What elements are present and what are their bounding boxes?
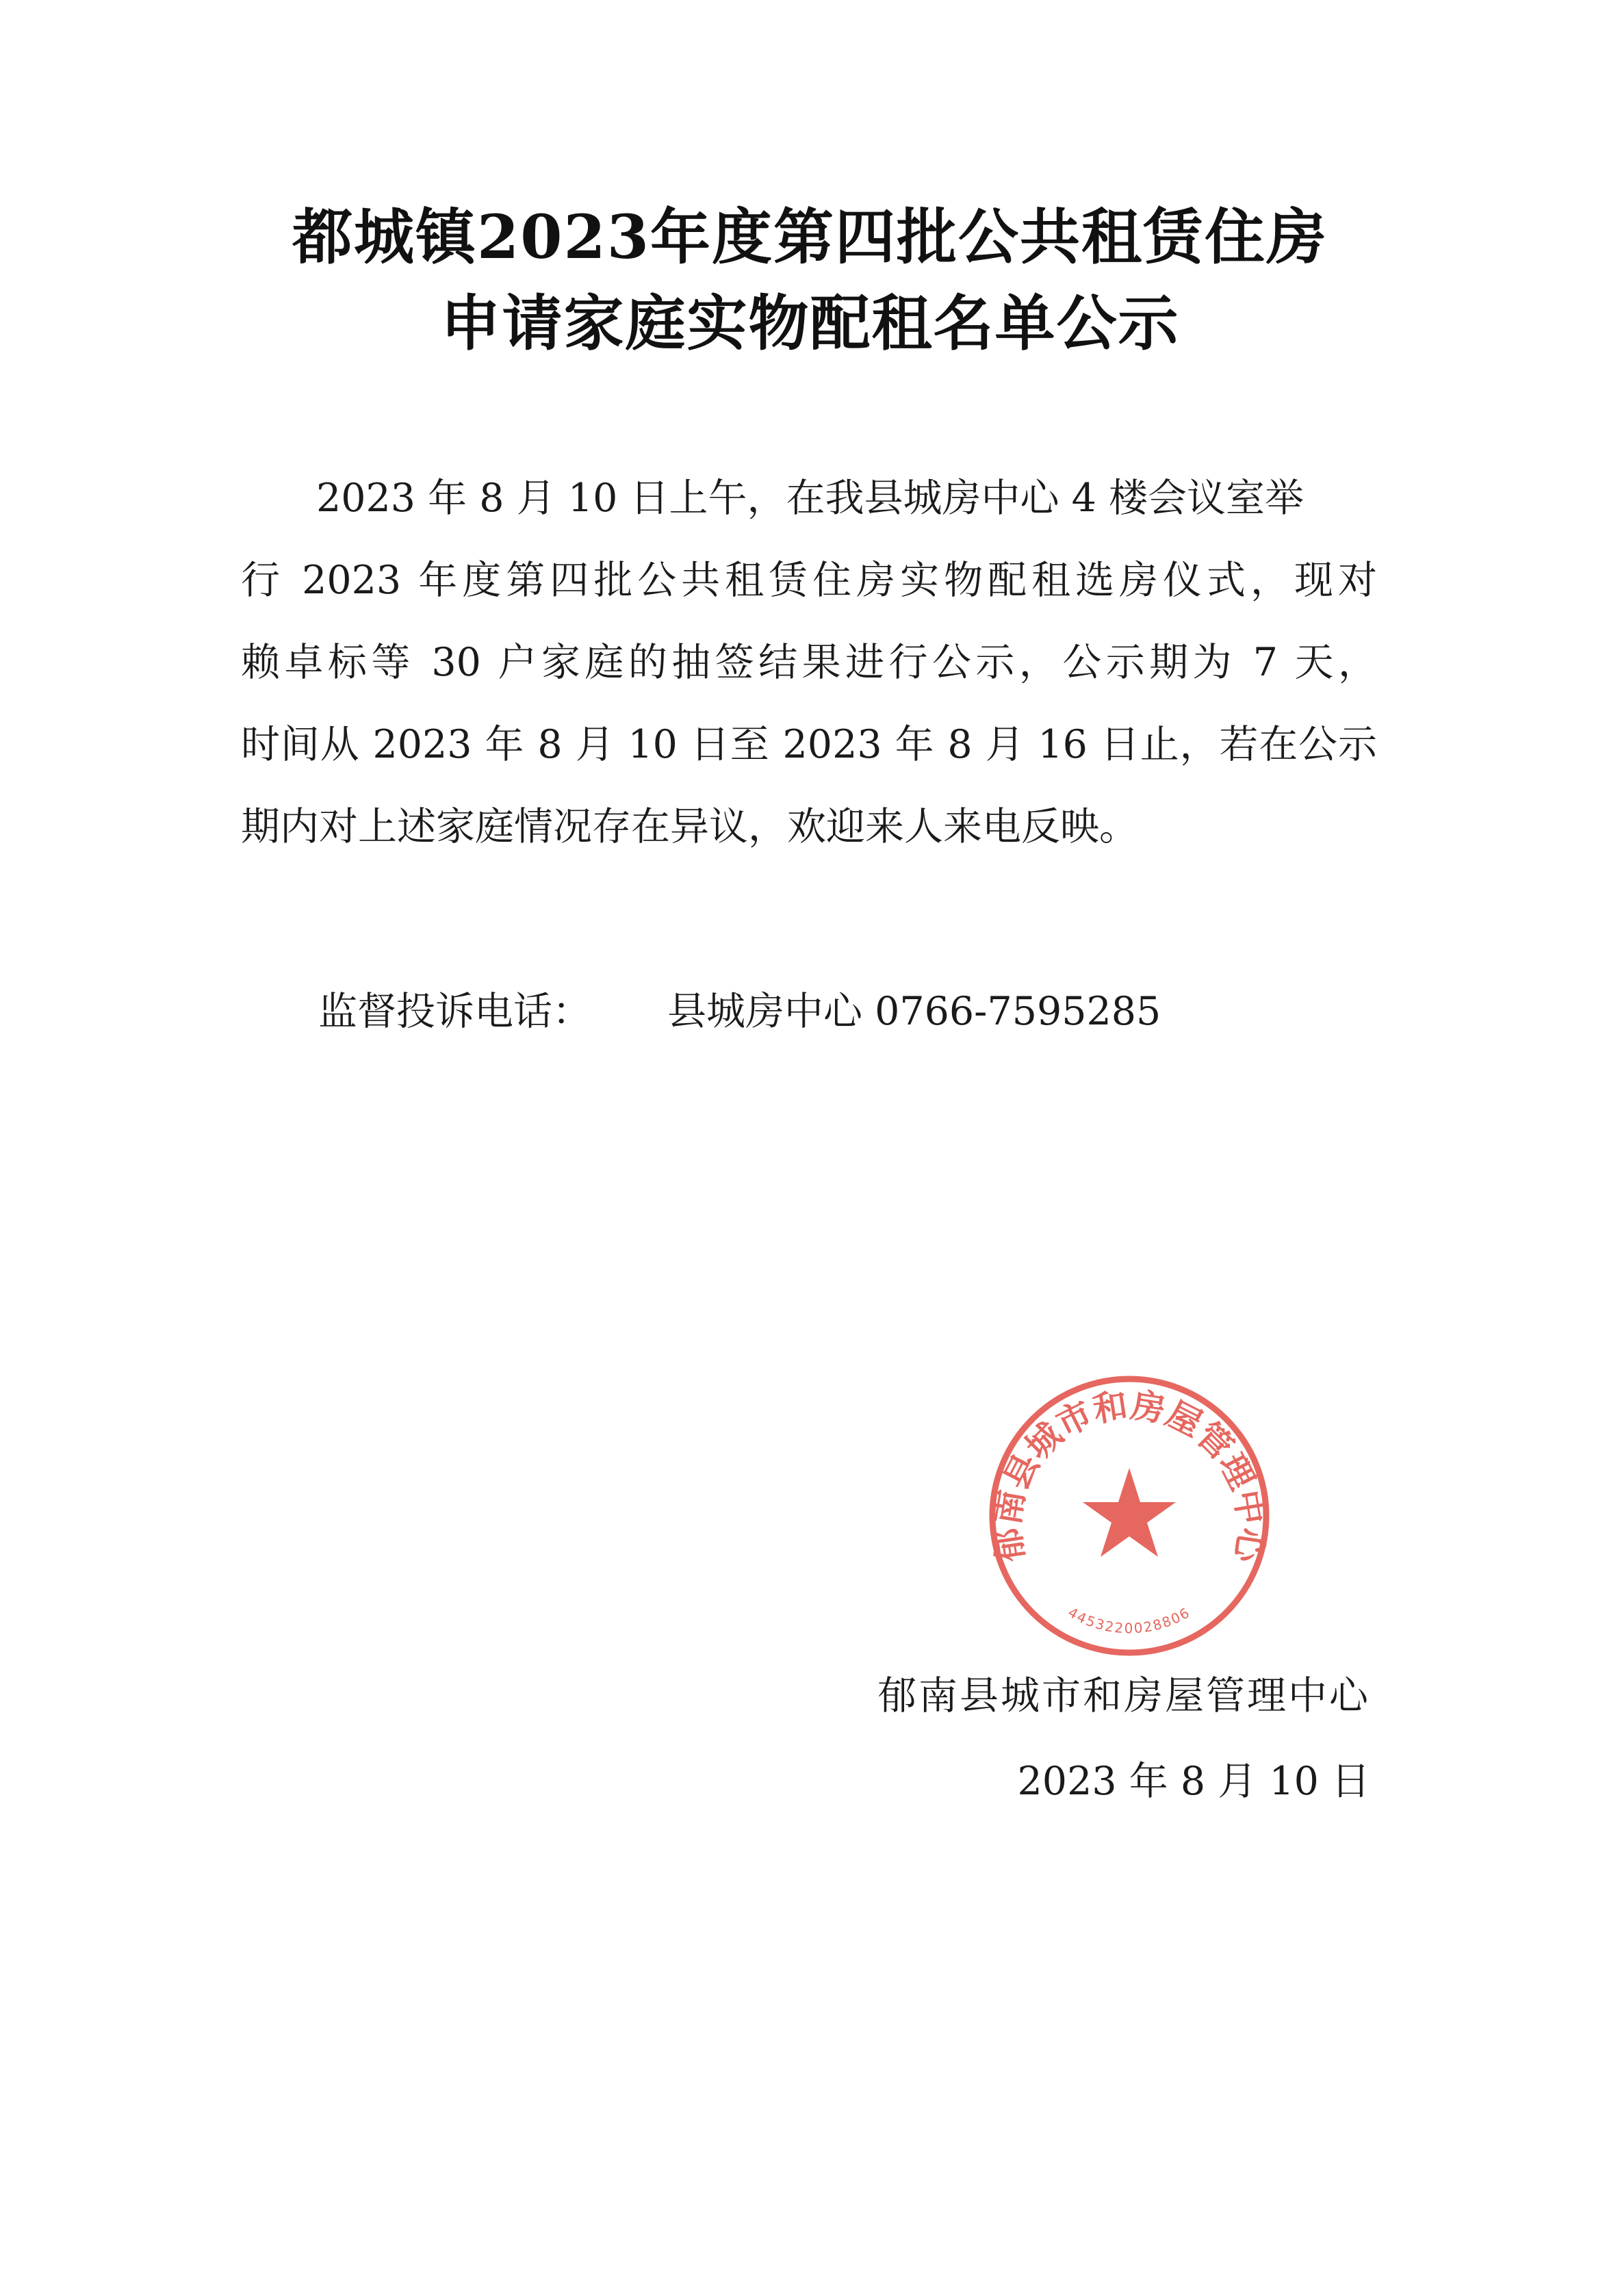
official-seal-stamp bbox=[986, 1372, 1273, 1660]
issue-date: 2023 年 8 月 10 日 bbox=[1017, 1759, 1370, 1804]
issuing-organization: 郁南县城市和房屋管理中心 bbox=[877, 1673, 1370, 1718]
paragraph-line-3: 赖卓标等 30 户家庭的抽签结果进行公示，公示期为 7 天， bbox=[241, 640, 1377, 685]
paragraph-line-1: 2023 年 8 月 10 日上午，在我县城房中心 4 楼会议室举 bbox=[316, 476, 1304, 521]
hotline-label: 监督投诉电话： bbox=[318, 989, 591, 1034]
document-title-line-1: 都城镇2023年度第四批公共租赁住房 bbox=[292, 201, 1328, 272]
paragraph-line-5: 期内对上述家庭情况存在异议，欢迎来人来电反映。 bbox=[241, 804, 1138, 849]
document-title-line-2: 申请家庭实物配租名单公示 bbox=[440, 287, 1180, 359]
paragraph-line-4: 时间从 2023 年 8 月 10 日至 2023 年 8 月 16 日止，若在公示 bbox=[241, 722, 1377, 767]
hotline-value: 县城房中心 0766-7595285 bbox=[667, 989, 1161, 1034]
svg-text:郁南县城市和房屋管理中心: 郁南县城市和房屋管理中心 bbox=[987, 1385, 1272, 1565]
paragraph-line-2: 行 2023 年度第四批公共租赁住房实物配租选房仪式，现对 bbox=[241, 558, 1377, 603]
svg-text:4453220028806: 4453220028806 bbox=[1065, 1603, 1194, 1637]
